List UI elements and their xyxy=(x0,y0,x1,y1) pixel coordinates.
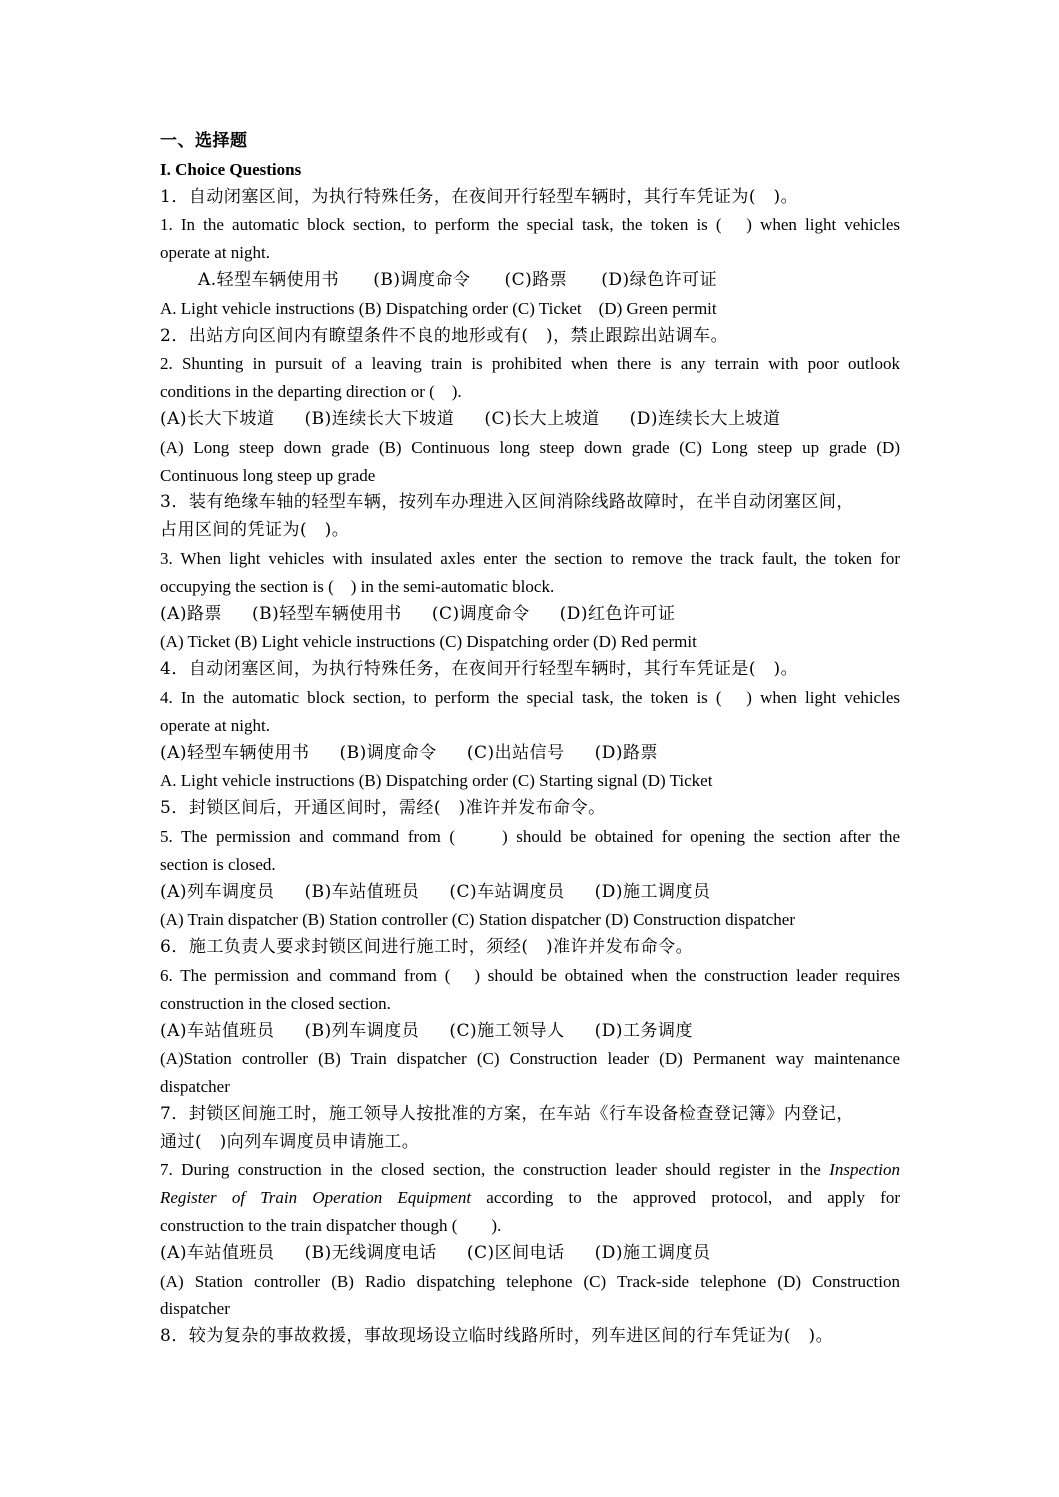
q2-option-c-zh: (C)长大上坡道 xyxy=(484,408,600,429)
q7-options-en-line2: dispatcher xyxy=(160,1299,230,1319)
section-title-zh: 一、选择题 xyxy=(160,131,248,151)
q4-en-line2: operate at night. xyxy=(160,715,270,735)
q1-option-d-zh: (D)绿色许可证 xyxy=(601,269,718,290)
q2-en-line1: 2. Shunting in pursuit of a leaving train is prohibited when there is any terrain with poor outlook xyxy=(160,354,900,374)
q6-zh: 6．施工负责人要求封锁区间进行施工时，须经( )准许并发布命令。 xyxy=(160,937,694,958)
q6-option-d-zh: (D)工务调度 xyxy=(594,1020,693,1041)
q4-option-a-zh: (A)轻型车辆使用书 xyxy=(160,742,310,763)
q6-option-a-zh: (A)车站值班员 xyxy=(160,1020,275,1041)
q7-options-en-line1: (A) Station controller (B) Radio dispatching telephone (C) Track-side telephone (D) Construction xyxy=(160,1271,900,1291)
q2-option-d-zh: (D)连续长大上坡道 xyxy=(629,408,781,429)
q5-option-a-zh: (A)列车调度员 xyxy=(160,881,275,902)
q2-en-line2: conditions in the departing direction or ( ). xyxy=(160,382,462,402)
q7-en-line1 xyxy=(160,1156,900,1184)
q6-option-c-zh: (C)施工领导人 xyxy=(449,1020,565,1041)
q3-en-line1: 3. When light vehicles with insulated axles enter the section to remove the track fault, the token for xyxy=(160,548,900,568)
q2-options-en-line1: (A) Long steep down grade (B) Continuous long steep down grade (C) Long steep up grade (D) xyxy=(160,437,900,457)
q4-en-line1: 4. In the automatic block section, to perform the special task, the token is ( ) when light vehicles xyxy=(160,687,900,707)
q7-zh-line2: 通过( )向列车调度员申请施工。 xyxy=(160,1131,420,1152)
q5-en-line1: 5. The permission and command from ( ) should be obtained for opening the section after the xyxy=(160,826,900,846)
q5-option-b-zh: (B)车站值班员 xyxy=(304,881,420,902)
q7-en-line2 xyxy=(160,1184,900,1212)
q7-option-c-zh: (C)区间电话 xyxy=(466,1242,565,1263)
q1-option-c-zh: (C)路票 xyxy=(504,269,568,290)
q3-options-zh xyxy=(160,601,900,629)
q7-options-zh xyxy=(160,1240,900,1268)
q4-zh: 4．自动闭塞区间，为执行特殊任务，在夜间开行轻型车辆时，其行车凭证是( )。 xyxy=(160,659,799,680)
q7-en-line1-text: 7. During construction in the closed section, the construction leader should register in the xyxy=(160,1160,821,1180)
q5-options-en: (A) Train dispatcher (B) Station controller (C) Station dispatcher (D) Construction dispatcher xyxy=(160,910,796,930)
q6-options-zh xyxy=(160,1018,900,1046)
q3-en-line2: occupying the section is ( ) in the semi-automatic block. xyxy=(160,576,555,596)
q6-options-en-line1: (A)Station controller (B) Train dispatcher (C) Construction leader (D) Permanent way maintenance xyxy=(160,1049,900,1069)
q5-option-d-zh: (D)施工调度员 xyxy=(594,881,711,902)
q1-option-b-zh: (B)调度命令 xyxy=(373,269,471,290)
q3-option-a-zh: (A)路票 xyxy=(160,603,223,624)
q3-option-d-zh: (D)红色许可证 xyxy=(559,603,676,624)
q6-option-b-zh: (B)列车调度员 xyxy=(304,1020,420,1041)
q7-en-line3: construction to the train dispatcher though ( ). xyxy=(160,1216,502,1236)
q2-zh: 2．出站方向区间内有瞭望条件不良的地形或有( )，禁止跟踪出站调车。 xyxy=(160,325,729,346)
q3-options-en: (A) Ticket (B) Light vehicle instructions (C) Dispatching order (D) Red permit xyxy=(160,632,697,652)
q1-options-en: A. Light vehicle instructions (B) Dispatching order (C) Ticket (D) Green permit xyxy=(160,298,717,318)
q6-options-en-line2: dispatcher xyxy=(160,1077,230,1097)
q4-option-d-zh: (D)路票 xyxy=(594,742,658,763)
q6-en-line2: construction in the closed section. xyxy=(160,993,391,1013)
q4-option-b-zh: (B)调度命令 xyxy=(339,742,437,763)
q1-options-zh xyxy=(160,267,900,295)
q5-en-line2: section is closed. xyxy=(160,854,276,874)
q1-en-line1: 1. In the automatic block section, to perform the special task, the token is ( ) when light vehicles xyxy=(160,215,900,235)
q4-option-c-zh: (C)出站信号 xyxy=(466,742,565,763)
q7-en-line1-italic: Inspection xyxy=(829,1160,901,1180)
q7-option-b-zh: (B)无线调度电话 xyxy=(304,1242,437,1263)
q8-zh: 8．较为复杂的事故救援，事故现场设立临时线路所时，列车进区间的行车凭证为( )。 xyxy=(160,1326,834,1347)
q4-options-en: A. Light vehicle instructions (B) Dispatching order (C) Starting signal (D) Ticket xyxy=(160,771,713,791)
q7-en-line2-text: according to the approved protocol, and apply for xyxy=(486,1188,900,1208)
q2-option-a-zh: (A)长大下坡道 xyxy=(160,408,275,429)
q7-option-a-zh: (A)车站值班员 xyxy=(160,1242,275,1263)
q1-option-a-zh: A.轻型车辆使用书 xyxy=(198,269,340,290)
q1-zh: 1．自动闭塞区间，为执行特殊任务，在夜间开行轻型车辆时，其行车凭证为( )。 xyxy=(160,186,799,207)
q3-option-c-zh: (C)调度命令 xyxy=(431,603,530,624)
q3-zh-line1: 3．装有绝缘车轴的轻型车辆，按列车办理进入区间消除线路故障时，在半自动闭塞区间， xyxy=(160,492,854,513)
q3-zh-line2: 占用区间的凭证为( )。 xyxy=(160,520,350,541)
q2-options-zh xyxy=(160,406,900,434)
q3-option-b-zh: (B)轻型车辆使用书 xyxy=(252,603,402,624)
q7-zh-line1: 7．封锁区间施工时，施工领导人按批准的方案，在车站《行车设备检查登记簿》内登记， xyxy=(160,1103,854,1124)
q5-zh: 5．封锁区间后，开通区间时，需经( )准许并发布命令。 xyxy=(160,798,606,819)
q7-option-d-zh: (D)施工调度员 xyxy=(594,1242,711,1263)
document-page xyxy=(160,128,900,1351)
q6-en-line1: 6. The permission and command from ( ) should be obtained when the construction leader requires xyxy=(160,965,900,985)
q7-en-line2-italic: Register of Train Operation Equipment xyxy=(160,1188,472,1208)
q1-en-line2: operate at night. xyxy=(160,243,270,263)
q4-options-zh xyxy=(160,740,900,768)
q2-options-en-line2: Continuous long steep up grade xyxy=(160,465,376,485)
q5-option-c-zh: (C)车站调度员 xyxy=(449,881,565,902)
q5-options-zh xyxy=(160,879,900,907)
q2-option-b-zh: (B)连续长大下坡道 xyxy=(304,408,455,429)
section-title-en: I. Choice Questions xyxy=(160,159,302,179)
